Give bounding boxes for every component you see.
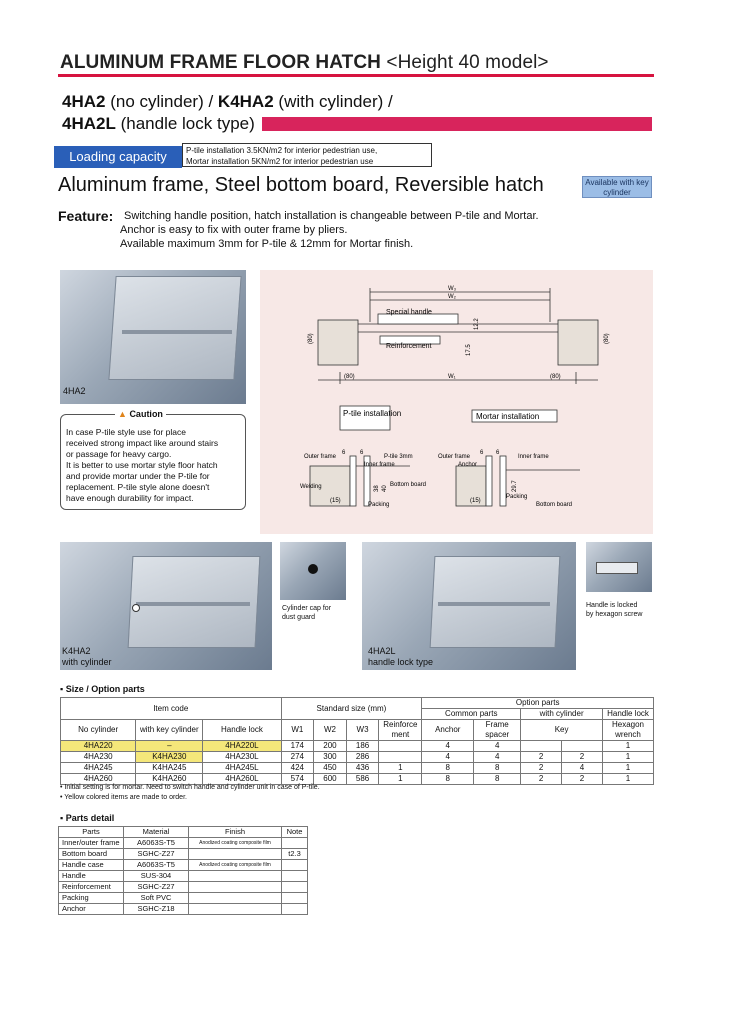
- photo-label: handle lock type: [368, 657, 434, 667]
- col-header: Common parts: [422, 709, 521, 720]
- table-row: Handle case A6063S-T5 Anodized coating composite film: [59, 860, 308, 871]
- cylinder-caption: dust guard: [282, 614, 316, 621]
- photo-label: 4HA2: [63, 386, 86, 396]
- warning-icon: ▲: [118, 409, 127, 419]
- caution-box: [60, 414, 246, 510]
- section-drawing: [260, 270, 653, 534]
- size-table-wrapper: [60, 697, 654, 785]
- parts-table-wrapper: [58, 826, 308, 915]
- size-note: • Initial setting is for mortar. Need to switch handle and cylinder unit in case of P-tile.: [60, 784, 320, 791]
- caution-line: and provide mortar under the P-tile for: [66, 471, 210, 481]
- table-row: Bottom board SGHC-Z27 t2.3: [59, 849, 308, 860]
- anchor-label: Anchor: [458, 462, 478, 468]
- caution-line: It is better to use mortar style floor hatch: [66, 460, 218, 470]
- dim-6: 6: [496, 450, 500, 456]
- col-header: with key cylinder: [136, 720, 203, 741]
- lock-caption: Handle is locked: [586, 602, 638, 609]
- table-row: Handle SUS-304: [59, 871, 308, 882]
- col-header: No cylinder: [61, 720, 136, 741]
- special-handle-label: Special handle: [386, 309, 432, 316]
- cylinder-icon: [132, 604, 140, 612]
- dim-6: 6: [342, 450, 346, 456]
- col-header: Standard size (mm): [281, 698, 422, 720]
- key-cylinder-badge: Available with key cylinder: [582, 176, 652, 198]
- table-row: 4HA260 K4HA260 4HA260L 574 600 586 1 8 8 2 2 1: [61, 774, 654, 785]
- col-header: Handle lock: [203, 720, 281, 741]
- col-header: Hexagon wrench: [603, 720, 654, 741]
- cylinder-caption: Cylinder cap for: [282, 605, 332, 612]
- loading-capacity-description: P-tile installation 3.5KN/m2 for interior pedestrian use, Mortar installation 5KN/m2 for interior pedestrian use: [182, 143, 432, 167]
- col-header: W3: [346, 720, 379, 741]
- caution-line: In case P-tile style use for place: [66, 427, 187, 437]
- size-section-title: ▪ Size / Option parts: [60, 684, 145, 694]
- outer-frame-label: Outer frame: [438, 454, 471, 460]
- table-row: Reinforcement SGHC-Z27: [59, 882, 308, 893]
- feature-line-1: Switching handle position, hatch installation is changeable between P-tile and Mortar.: [124, 210, 539, 222]
- hatch-photo-k4ha2: [60, 542, 272, 670]
- hatch-photo-4ha2l: [362, 542, 576, 670]
- col-header: Frame spacer: [474, 720, 521, 741]
- table-row: 4HA245 K4HA245 4HA245L 424 450 436 1 8 8 2 4 1: [61, 763, 654, 774]
- w3-label: W₃: [448, 286, 457, 292]
- dim-80: (80): [344, 374, 355, 380]
- table-row: Packing Soft PVC: [59, 893, 308, 904]
- col-header: Handle lock: [603, 709, 654, 720]
- caution-line: replacement. P-tile style alone doesn't: [66, 482, 210, 492]
- dim-6: 6: [360, 450, 364, 456]
- dim-80: (80): [308, 333, 314, 344]
- table-row: 4HA230 K4HA230 4HA230L 274 300 286 4 4 2 2 1: [61, 752, 654, 763]
- dim-80: (80): [550, 374, 561, 380]
- lock-caption: by hexagon screw: [586, 611, 643, 618]
- product-heading: Aluminum frame, Steel bottom board, Reversible hatch: [58, 174, 544, 196]
- handle-lock-photo: [586, 542, 652, 592]
- hatch-photo-4ha2: [60, 270, 246, 404]
- dim-80: (80): [604, 333, 610, 344]
- size-note: • Yellow colored items are made to order.: [60, 794, 187, 801]
- page-title: ALUMINUM FRAME FLOOR HATCH <Height 40 model>: [60, 52, 549, 73]
- dim-6: 6: [480, 450, 484, 456]
- col-header: with cylinder: [521, 709, 603, 720]
- outer-frame-label: Outer frame: [304, 454, 337, 460]
- w1-label: W₁: [448, 374, 456, 380]
- cylinder-cap-photo: [280, 542, 346, 600]
- size-table: [60, 697, 654, 785]
- col-header: Reinforce ment: [379, 720, 422, 741]
- col-header: Item code: [61, 698, 282, 720]
- caution-title: ▲ Caution: [115, 409, 166, 419]
- table-row: Anchor SGHC-Z18: [59, 904, 308, 915]
- feature-label: Feature:: [58, 208, 114, 224]
- dim-122: 12.2: [474, 318, 480, 330]
- model-line-2: 4HA2L (handle lock type): [62, 114, 255, 133]
- caution-line: received strong impact like around stairs: [66, 438, 219, 448]
- loading-capacity-label: Loading capacity: [54, 146, 182, 168]
- photo-label: with cylinder: [62, 657, 112, 667]
- dim-38: 38: [374, 485, 380, 492]
- technical-drawing: [260, 270, 653, 534]
- cylinder-cap-icon: [308, 564, 318, 574]
- feature-line-2: Anchor is easy to fix with outer frame by pliers.: [120, 224, 348, 236]
- parts-table: Parts Material Finish Note Inner/outer frame A6063S-T5 Anodized coating composite film Bottom board SGHC-Z27 t2.3 Handle case A6063S-T5 Anodized coating composite film Handle SUS-304 Reinforcement SGHC-Z27 Packing Soft PVC Anchor SGHC-Z18: [58, 826, 308, 915]
- caution-line: have enough durability for impact.: [66, 493, 194, 503]
- col-header: Key: [521, 720, 603, 741]
- inner-frame-label: Inner frame: [518, 454, 549, 460]
- reinforcement-label: Reinforcement: [386, 343, 432, 350]
- col-header: W1: [281, 720, 314, 741]
- handle-icon: [596, 562, 638, 574]
- dim-175: 17.5: [466, 344, 472, 356]
- mortar-installation-label: Mortar installation: [476, 412, 540, 421]
- packing-label: Packing: [506, 494, 528, 500]
- parts-section-title: ▪ Parts detail: [60, 813, 115, 823]
- col-header: W2: [314, 720, 347, 741]
- col-header: Anchor: [422, 720, 474, 741]
- model-accent-bar: [262, 117, 652, 131]
- table-row: Inner/outer frame A6063S-T5 Anodized coating composite film: [59, 838, 308, 849]
- caution-line: or passage for heavy cargo.: [66, 449, 172, 459]
- inner-frame-label: Inner frame: [364, 462, 395, 468]
- dim-15: (15): [470, 498, 481, 504]
- packing-label: Packing: [368, 502, 390, 508]
- photo-label: K4HA2: [62, 646, 91, 656]
- table-row: 4HA220 – 4HA220L 174 200 186 4 4 1: [61, 741, 654, 752]
- feature-line-3: Available maximum 3mm for P-tile & 12mm for Mortar finish.: [120, 238, 414, 250]
- col-header: Option parts: [422, 698, 654, 709]
- dim-40: 40: [382, 485, 388, 492]
- title-rule: [58, 74, 654, 77]
- bottom-board-label: Bottom board: [390, 482, 427, 488]
- model-line-1: 4HA2 (no cylinder) / K4HA2 (with cylinder) /: [62, 92, 393, 111]
- w2-label: W₂: [448, 294, 456, 300]
- ptile-3mm-label: P-tile 3mm: [384, 454, 413, 460]
- ptile-installation-label: P-tile installation: [343, 409, 402, 418]
- dim-15: (15): [330, 498, 341, 504]
- bottom-board-label: Bottom board: [536, 502, 573, 508]
- photo-label: 4HA2L: [368, 646, 396, 656]
- dim-297: 29.7: [512, 480, 518, 492]
- welding-label: Welding: [300, 484, 322, 490]
